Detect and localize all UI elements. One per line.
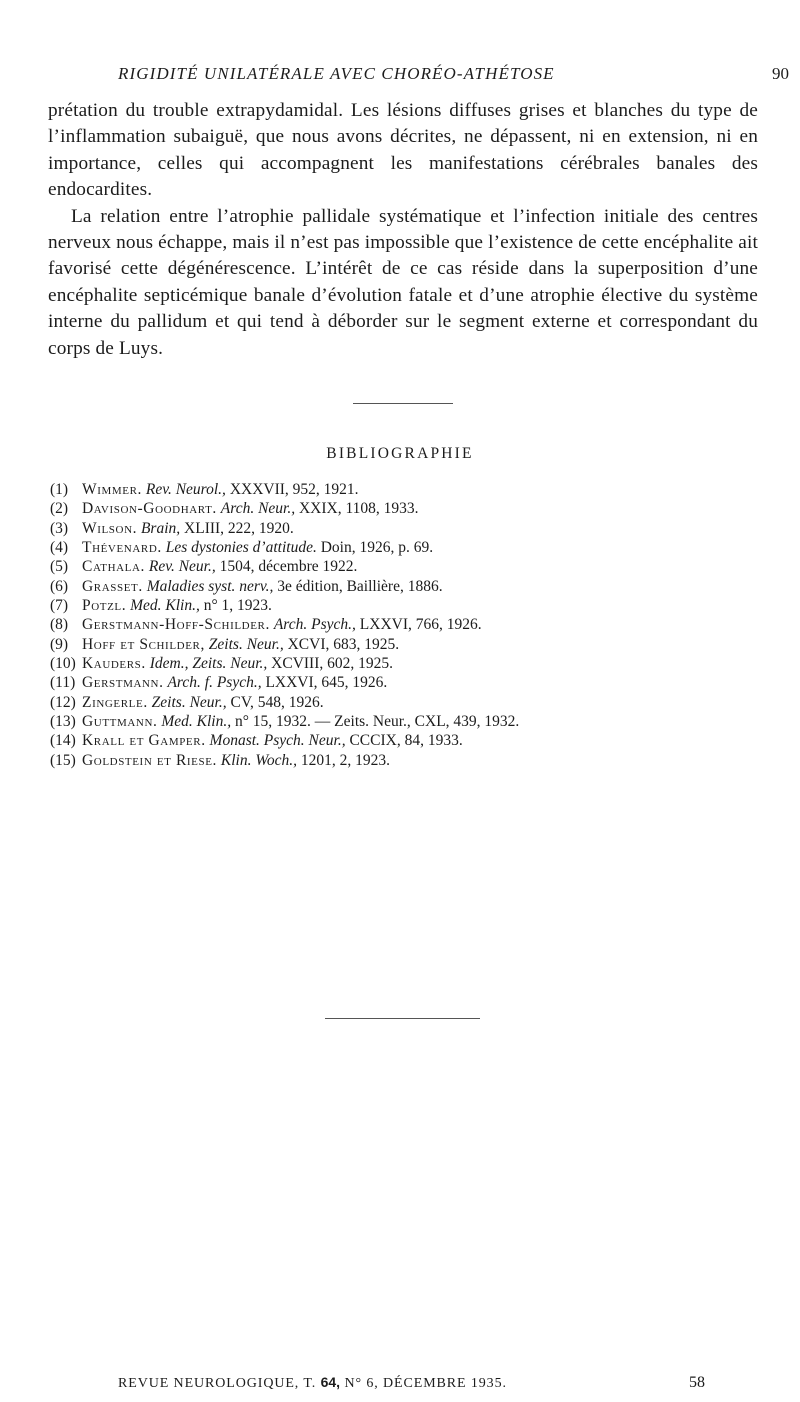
entry-author: Kauders. <box>82 655 146 673</box>
entry-source: Rev. Neurol., <box>145 481 226 498</box>
body-text <box>48 98 758 362</box>
entry-source: Idem., Zeits. Neur., <box>149 655 268 673</box>
bibliography-entry <box>50 557 790 576</box>
journal-volume: 64, <box>320 1374 341 1390</box>
bibliography-entry <box>50 673 790 692</box>
entry-number: (7) <box>50 597 69 615</box>
entry-details: n° 15, 1932. — Zeits. Neur., CXL, 439, 1932. <box>234 713 520 731</box>
entry-author: Hoff et Schilder, <box>82 635 205 653</box>
entry-details: CV, 548, 1926. <box>230 693 324 711</box>
bibliography-heading: BIBLIOGRAPHIE <box>326 445 474 462</box>
page-number: 90 <box>772 64 789 83</box>
entry-source: Zeits. Neur., <box>151 693 227 711</box>
entry-author: Cathala. <box>82 558 146 576</box>
entry-author: Thévenard. <box>82 539 162 557</box>
entry-number: (15) <box>50 751 76 769</box>
bibliography-entry <box>50 577 790 596</box>
running-title: RIGIDITÉ UNILATÉRALE AVEC CHORÉO-ATHÉTOSE <box>118 64 555 83</box>
entry-author: Wimmer. <box>82 481 142 498</box>
entry-source: Monast. Psych. Neur., <box>209 732 346 750</box>
entry-author: Krall et Gamper. <box>82 732 206 750</box>
entry-source: Arch. Psych., <box>273 616 356 634</box>
running-header <box>0 64 800 88</box>
entry-author: Davison-Goodhart. <box>82 500 217 518</box>
journal-citation <box>118 1374 507 1392</box>
entry-author: Gerstmann. <box>82 674 164 692</box>
entry-details: XLIII, 222, 1920. <box>184 519 294 537</box>
entry-number: (1) <box>50 481 69 498</box>
footer-page-number: 58 <box>689 1374 705 1391</box>
entry-source: Maladies syst. nerv., <box>146 577 274 595</box>
journal-issue: N° 6, DÉCEMBRE 1935. <box>344 1376 507 1391</box>
entry-author: Zingerle. <box>82 693 148 711</box>
entry-number: (5) <box>50 558 69 576</box>
entry-author: Goldstein et Riese. <box>82 751 217 769</box>
bibliography-entry <box>50 731 790 750</box>
entry-number: (3) <box>50 519 69 537</box>
entry-source: Rev. Neur., <box>148 558 216 576</box>
entry-number: (9) <box>50 635 69 653</box>
bibliography-entry <box>50 751 790 770</box>
bibliography-entry <box>50 538 790 557</box>
end-divider <box>325 1018 480 1019</box>
paragraph-1: prétation du trouble extrapydamidal. Les lésions diffuses grises et blanches du type de l’inflammation subaiguë, que nous avons décrites, ne dépassent, ni en extension, ni en importance, celles qui accompagnent les manifestations cérébrales banales des endocardites. <box>48 100 758 201</box>
entry-details: CCCIX, 84, 1933. <box>349 732 463 750</box>
entry-details: LXXVI, 645, 1926. <box>265 674 388 692</box>
entry-details: 1504, décembre 1922. <box>219 558 358 576</box>
entry-details: n° 1, 1923. <box>203 597 272 615</box>
entry-source: Arch. Neur., <box>220 500 296 518</box>
entry-source: Med. Klin., <box>161 713 232 731</box>
entry-author: Wilson. <box>82 519 138 537</box>
bibliography-entry <box>50 635 790 654</box>
bibliography-list <box>50 480 790 770</box>
entry-details: XXXVII, 952, 1921. <box>229 481 359 498</box>
entry-author: Guttmann. <box>82 713 158 731</box>
entry-source: Arch. f. Psych., <box>167 674 262 692</box>
entry-source: Klin. Woch., <box>220 751 297 769</box>
entry-details: LXXVI, 766, 1926. <box>359 616 482 634</box>
entry-source: Brain, <box>140 519 181 537</box>
bibliography-entry <box>50 615 790 634</box>
entry-details: XXIX, 1108, 1933. <box>298 500 419 518</box>
paragraph-2: La relation entre l’atrophie pallidale systématique et l’infection initiale des centres nerveux nous échappe, mais il n’est pas impossible que l’existence de cette encéphalite ait favorisé cette dégénérescence. L’intérêt de ce cas réside dans la superposition d’une encéphalite septicémique banale d’évolution fatale et d’une atrophie élective du système interne du pallidum et qui tend à déborder sur le segment externe et correspondant du corps de Luys. <box>48 205 758 359</box>
entry-number: (12) <box>50 693 76 711</box>
section-divider <box>353 403 453 404</box>
entry-details: Doin, 1926, p. 69. <box>320 539 434 557</box>
entry-details: XCVI, 683, 1925. <box>287 635 400 653</box>
bibliography-entry <box>50 654 790 673</box>
entry-author: Grasset. <box>82 577 143 595</box>
entry-source: Med. Klin., <box>130 597 200 615</box>
bibliography-entry <box>50 519 790 538</box>
bibliography-entry <box>50 499 790 518</box>
entry-number: (11) <box>50 674 76 692</box>
journal-name: REVUE NEUROLOGIQUE, T. <box>118 1376 317 1391</box>
entry-number: (8) <box>50 616 69 634</box>
entry-details: 1201, 2, 1923. <box>300 751 390 769</box>
entry-source: Zeits. Neur., <box>208 635 284 653</box>
entry-details: XCVIII, 602, 1925. <box>271 655 394 673</box>
entry-number: (4) <box>50 539 69 557</box>
entry-author: Potzl. <box>82 597 127 615</box>
entry-number: (13) <box>50 713 76 731</box>
entry-number: (6) <box>50 577 69 595</box>
bibliography-entry <box>50 480 790 499</box>
entry-number: (14) <box>50 732 76 750</box>
bibliography-entry <box>50 596 790 615</box>
bibliography-entry <box>50 712 790 731</box>
entry-number: (10) <box>50 655 76 673</box>
entry-author: Gerstmann-Hoff-Schilder. <box>82 616 270 634</box>
entry-details: 3e édition, Baillière, 1886. <box>277 577 443 595</box>
entry-source: Les dystonies d’attitude. <box>165 539 317 557</box>
entry-number: (2) <box>50 500 69 518</box>
bibliography-entry <box>50 693 790 712</box>
